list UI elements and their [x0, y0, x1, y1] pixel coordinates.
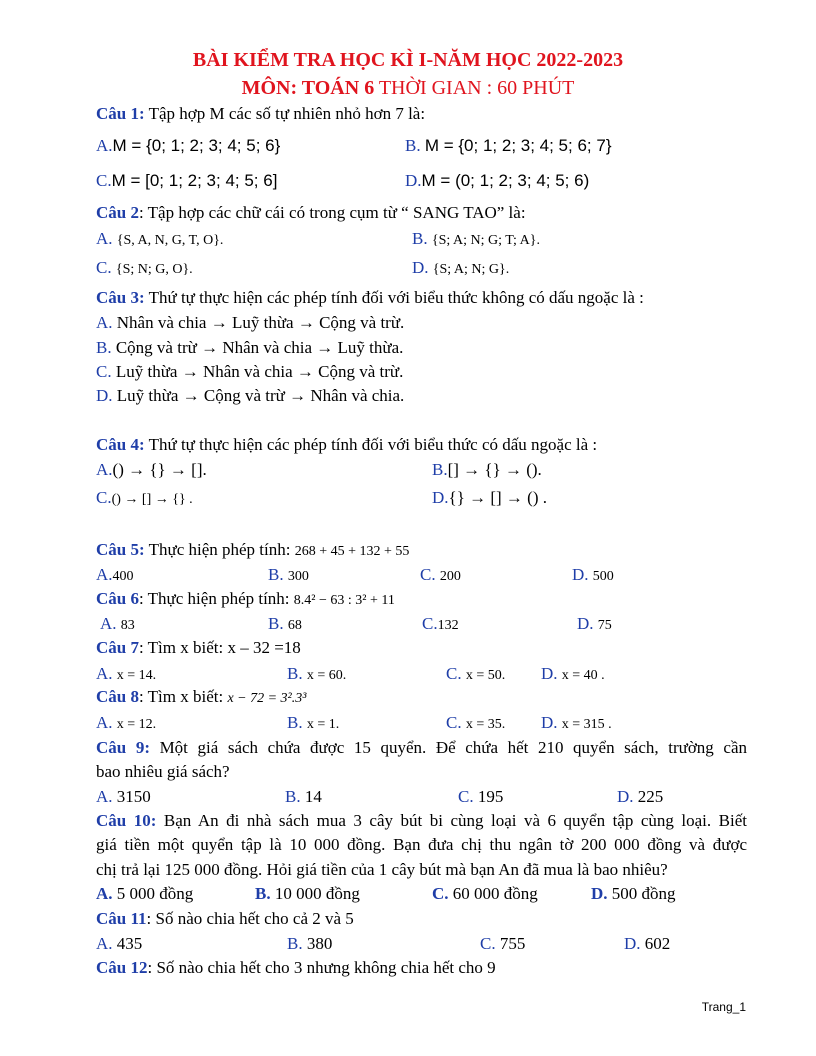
option-text: [] → {} → ().: [447, 460, 542, 479]
question-label: Câu 10:: [96, 811, 157, 830]
option-letter: A.: [96, 713, 113, 732]
option-text: {S; A; N; G}.: [432, 262, 510, 277]
option-letter: C.: [96, 258, 112, 277]
question-label: Câu 3:: [96, 288, 145, 307]
option-text: x = 1.: [306, 717, 340, 732]
option-text: Cộng và trừ → Nhân và chia → Luỹ thừa.: [111, 338, 404, 357]
q2-option-c: [96, 258, 193, 280]
option-text: x = 40 .: [561, 668, 605, 683]
option-letter: C.: [96, 362, 112, 381]
q6-option-d: [577, 614, 612, 636]
question-label: Câu 11: [96, 909, 147, 928]
option-letter: B.: [268, 614, 284, 633]
q4-option-d: [432, 488, 547, 508]
option-letter: B.: [96, 338, 112, 357]
q3-option-d: [96, 386, 404, 406]
option-letter: A.: [96, 460, 113, 479]
option-text: 435: [112, 934, 143, 953]
q3-option-a: [96, 313, 404, 333]
option-letter: A.: [96, 565, 113, 584]
q9-option-d: [617, 787, 663, 807]
q5-option-b: [268, 565, 309, 587]
option-text: 500: [592, 569, 614, 584]
question-5: [96, 540, 409, 562]
option-text: Luỹ thừa → Cộng và trừ → Nhân và chia.: [112, 386, 405, 405]
option-letter: D.: [96, 386, 113, 405]
question-text: : Thực hiện phép tính:: [138, 589, 294, 608]
option-letter: A.: [100, 614, 117, 633]
q10-option-d: [591, 884, 676, 904]
option-text: M = [0; 1; 2; 3; 4; 5; 6]: [111, 171, 278, 190]
option-letter: D.: [412, 258, 429, 277]
option-text: x = 12.: [116, 717, 157, 732]
q9-option-a: [96, 787, 151, 807]
option-letter: B.: [287, 713, 303, 732]
option-text: x = 35.: [465, 717, 506, 732]
option-text: () → {} → [].: [112, 460, 207, 479]
option-text: 68: [287, 618, 302, 633]
q7-option-a: [96, 664, 156, 686]
option-text: x = 14.: [116, 668, 157, 683]
option-letter: B.: [287, 934, 303, 953]
q1-option-a: [96, 136, 280, 156]
q11-option-d: [624, 934, 670, 954]
option-text: 132: [437, 618, 459, 633]
q3-option-b: [96, 338, 403, 358]
q10-option-c: [432, 884, 538, 904]
q6-option-a: [100, 614, 135, 636]
question-text: Thứ tự thực hiện các phép tính đối với biểu thức có dấu ngoặc là :: [144, 435, 598, 454]
option-letter: C.: [446, 664, 462, 683]
question-6: [96, 589, 395, 611]
option-letter: C.: [480, 934, 496, 953]
option-letter: B.: [405, 136, 421, 155]
option-text: 300: [287, 569, 309, 584]
q5-option-c: [420, 565, 461, 587]
option-text: M = {0; 1; 2; 3; 4; 5; 6}: [112, 136, 281, 155]
question-10-cont-1: giá tiền một quyển tập là 10 000 đồng. Bạn đưa chị thu ngân tờ 200 000 đồng và được: [96, 835, 747, 854]
q2-option-b: [412, 229, 540, 251]
option-letter: C.: [96, 488, 112, 507]
question-label: Câu 8: [96, 687, 139, 706]
option-letter: C.: [422, 614, 438, 633]
option-text: 10 000 đồng: [270, 884, 360, 903]
q5-option-a: [96, 565, 134, 587]
question-label: Câu 2: [96, 203, 139, 222]
option-letter: C.: [96, 171, 112, 190]
option-letter: A.: [96, 934, 113, 953]
q7-option-b: [287, 664, 346, 686]
option-text: 225: [633, 787, 664, 806]
option-text: 60 000 đồng: [448, 884, 538, 903]
question-label: Câu 4:: [96, 435, 145, 454]
question-12: [96, 958, 496, 978]
question-7: [96, 638, 301, 658]
option-text: 75: [597, 618, 612, 633]
option-letter: D.: [405, 171, 422, 190]
question-10: [96, 811, 747, 831]
option-text: {S; A; N; G; T; A}.: [431, 233, 540, 248]
option-letter: D.: [591, 884, 608, 903]
q5-option-d: [572, 565, 614, 587]
exam-subtitle: [0, 77, 816, 100]
option-text: 5 000 đồng: [112, 884, 194, 903]
option-letter: D.: [577, 614, 594, 633]
question-label: Câu 5:: [96, 540, 145, 559]
q9-option-c: [458, 787, 503, 807]
question-2: [96, 203, 526, 223]
option-letter: B.: [285, 787, 301, 806]
q4-option-c: [96, 488, 193, 510]
question-text: : Tập hợp các chữ cái có trong cụm từ “ SANG TAO” là:: [138, 203, 526, 222]
question-label: Câu 12: [96, 958, 148, 977]
q8-option-a: [96, 713, 156, 735]
question-label: Câu 6: [96, 589, 139, 608]
question-10-cont-2: chị trả lại 125 000 đồng. Hỏi giá tiền của 1 cây bút mà bạn An đã mua là bao nhiêu?: [96, 860, 668, 879]
option-text: x = 315 .: [561, 717, 612, 732]
question-text: Thực hiện phép tính:: [144, 540, 295, 559]
question-8: [96, 687, 306, 709]
question-label: Câu 1:: [96, 104, 145, 123]
question-text: Tập hợp M các số tự nhiên nhỏ hơn 7 là:: [144, 104, 426, 123]
option-text: 83: [120, 618, 135, 633]
q8-option-b: [287, 713, 339, 735]
time-label: THỜI GIAN : 60 PHÚT: [374, 77, 575, 99]
question-label: Câu 7: [96, 638, 139, 657]
q1-option-b: [405, 136, 612, 156]
option-letter: B.: [432, 460, 448, 479]
option-text: Nhân và chia → Luỹ thừa → Cộng và trừ.: [112, 313, 405, 332]
question-9: [96, 738, 747, 758]
option-letter: B.: [287, 664, 303, 683]
option-letter: A.: [96, 313, 113, 332]
option-letter: B.: [412, 229, 428, 248]
option-letter: C.: [420, 565, 436, 584]
option-letter: B.: [255, 884, 271, 903]
option-letter: D.: [432, 488, 449, 507]
option-text: 755: [495, 934, 526, 953]
q2-option-a: [96, 229, 223, 251]
option-text: 500 đồng: [607, 884, 676, 903]
q6-option-c: [422, 614, 459, 636]
subject-label: MÔN: TOÁN 6: [241, 77, 375, 99]
q6-option-b: [268, 614, 302, 636]
question-text: Bạn An đi nhà sách mua 3 cây bút bi cùng loại và 6 quyển tập cùng loại. Biết: [156, 811, 747, 830]
question-3: [96, 288, 644, 308]
option-letter: D.: [541, 664, 558, 683]
q8-option-c: [446, 713, 505, 735]
q7-option-c: [446, 664, 505, 686]
option-text: 3150: [112, 787, 151, 806]
option-text: {S; N; G, O}.: [115, 262, 193, 277]
option-text: 400: [112, 569, 134, 584]
option-letter: A.: [96, 136, 113, 155]
exam-title: BÀI KIỂM TRA HỌC KÌ I-NĂM HỌC 2022-2023: [192, 49, 624, 71]
option-text: 200: [439, 569, 461, 584]
page-number: Trang_1: [701, 1000, 746, 1014]
question-label: Câu 9:: [96, 738, 150, 757]
option-text: M = {0; 1; 2; 3; 4; 5; 6; 7}: [424, 136, 612, 155]
math-expression: 8.4² − 63 : 3² + 11: [293, 593, 395, 608]
q9-option-b: [285, 787, 322, 807]
q10-option-b: [255, 884, 360, 904]
question-text: : Số nào chia hết cho 3 nhưng không chia hết cho 9: [147, 958, 496, 977]
option-letter: A.: [96, 884, 113, 903]
option-letter: C.: [458, 787, 474, 806]
question-text: : Tìm x biết: x – 32 =18: [138, 638, 301, 657]
option-text: 195: [473, 787, 504, 806]
option-text: 602: [640, 934, 671, 953]
math-expression: 268 + 45 + 132 + 55: [294, 544, 410, 559]
q11-option-b: [287, 934, 332, 954]
question-text: : Số nào chia hết cho cả 2 và 5: [146, 909, 354, 928]
q1-option-c: [96, 171, 277, 191]
option-text: {} → [] → () .: [448, 488, 547, 507]
question-text: : Tìm x biết:: [138, 687, 228, 706]
option-letter: C.: [446, 713, 462, 732]
q1-option-d: [405, 171, 589, 191]
option-letter: C.: [432, 884, 449, 903]
q2-option-d: [412, 258, 509, 280]
q4-option-b: [432, 460, 542, 480]
question-4: [96, 435, 597, 455]
option-text: x = 50.: [465, 668, 506, 683]
option-text: x = 60.: [306, 668, 347, 683]
option-letter: A.: [96, 229, 113, 248]
option-letter: A.: [96, 664, 113, 683]
option-letter: B.: [268, 565, 284, 584]
option-letter: D.: [624, 934, 641, 953]
q8-option-d: [541, 713, 612, 735]
question-text: Một giá sách chứa được 15 quyển. Để chứa hết 210 quyển sách, trường cần: [149, 738, 747, 757]
option-letter: A.: [96, 787, 113, 806]
math-expression: x − 72 = 3².3³: [227, 691, 307, 706]
option-letter: D.: [541, 713, 558, 732]
q11-option-c: [480, 934, 525, 954]
q10-option-a: [96, 884, 193, 904]
q7-option-d: [541, 664, 605, 686]
option-text: () → [] → {} .: [111, 492, 193, 507]
q4-option-a: [96, 460, 207, 480]
option-text: 380: [302, 934, 333, 953]
option-text: 14: [300, 787, 322, 806]
question-text: Thứ tự thực hiện các phép tính đối với biểu thức không có dấu ngoặc là :: [144, 288, 644, 307]
q3-option-c: [96, 362, 403, 382]
option-letter: D.: [617, 787, 634, 806]
question-9-cont: bao nhiêu giá sách?: [96, 762, 230, 781]
question-11: [96, 909, 354, 929]
q11-option-a: [96, 934, 142, 954]
option-text: {S, A, N, G, T, O}.: [116, 233, 224, 248]
question-1: [96, 104, 425, 124]
option-text: Luỹ thừa → Nhân và chia → Cộng và trừ.: [111, 362, 404, 381]
option-text: M = (0; 1; 2; 3; 4; 5; 6): [421, 171, 590, 190]
option-letter: D.: [572, 565, 589, 584]
